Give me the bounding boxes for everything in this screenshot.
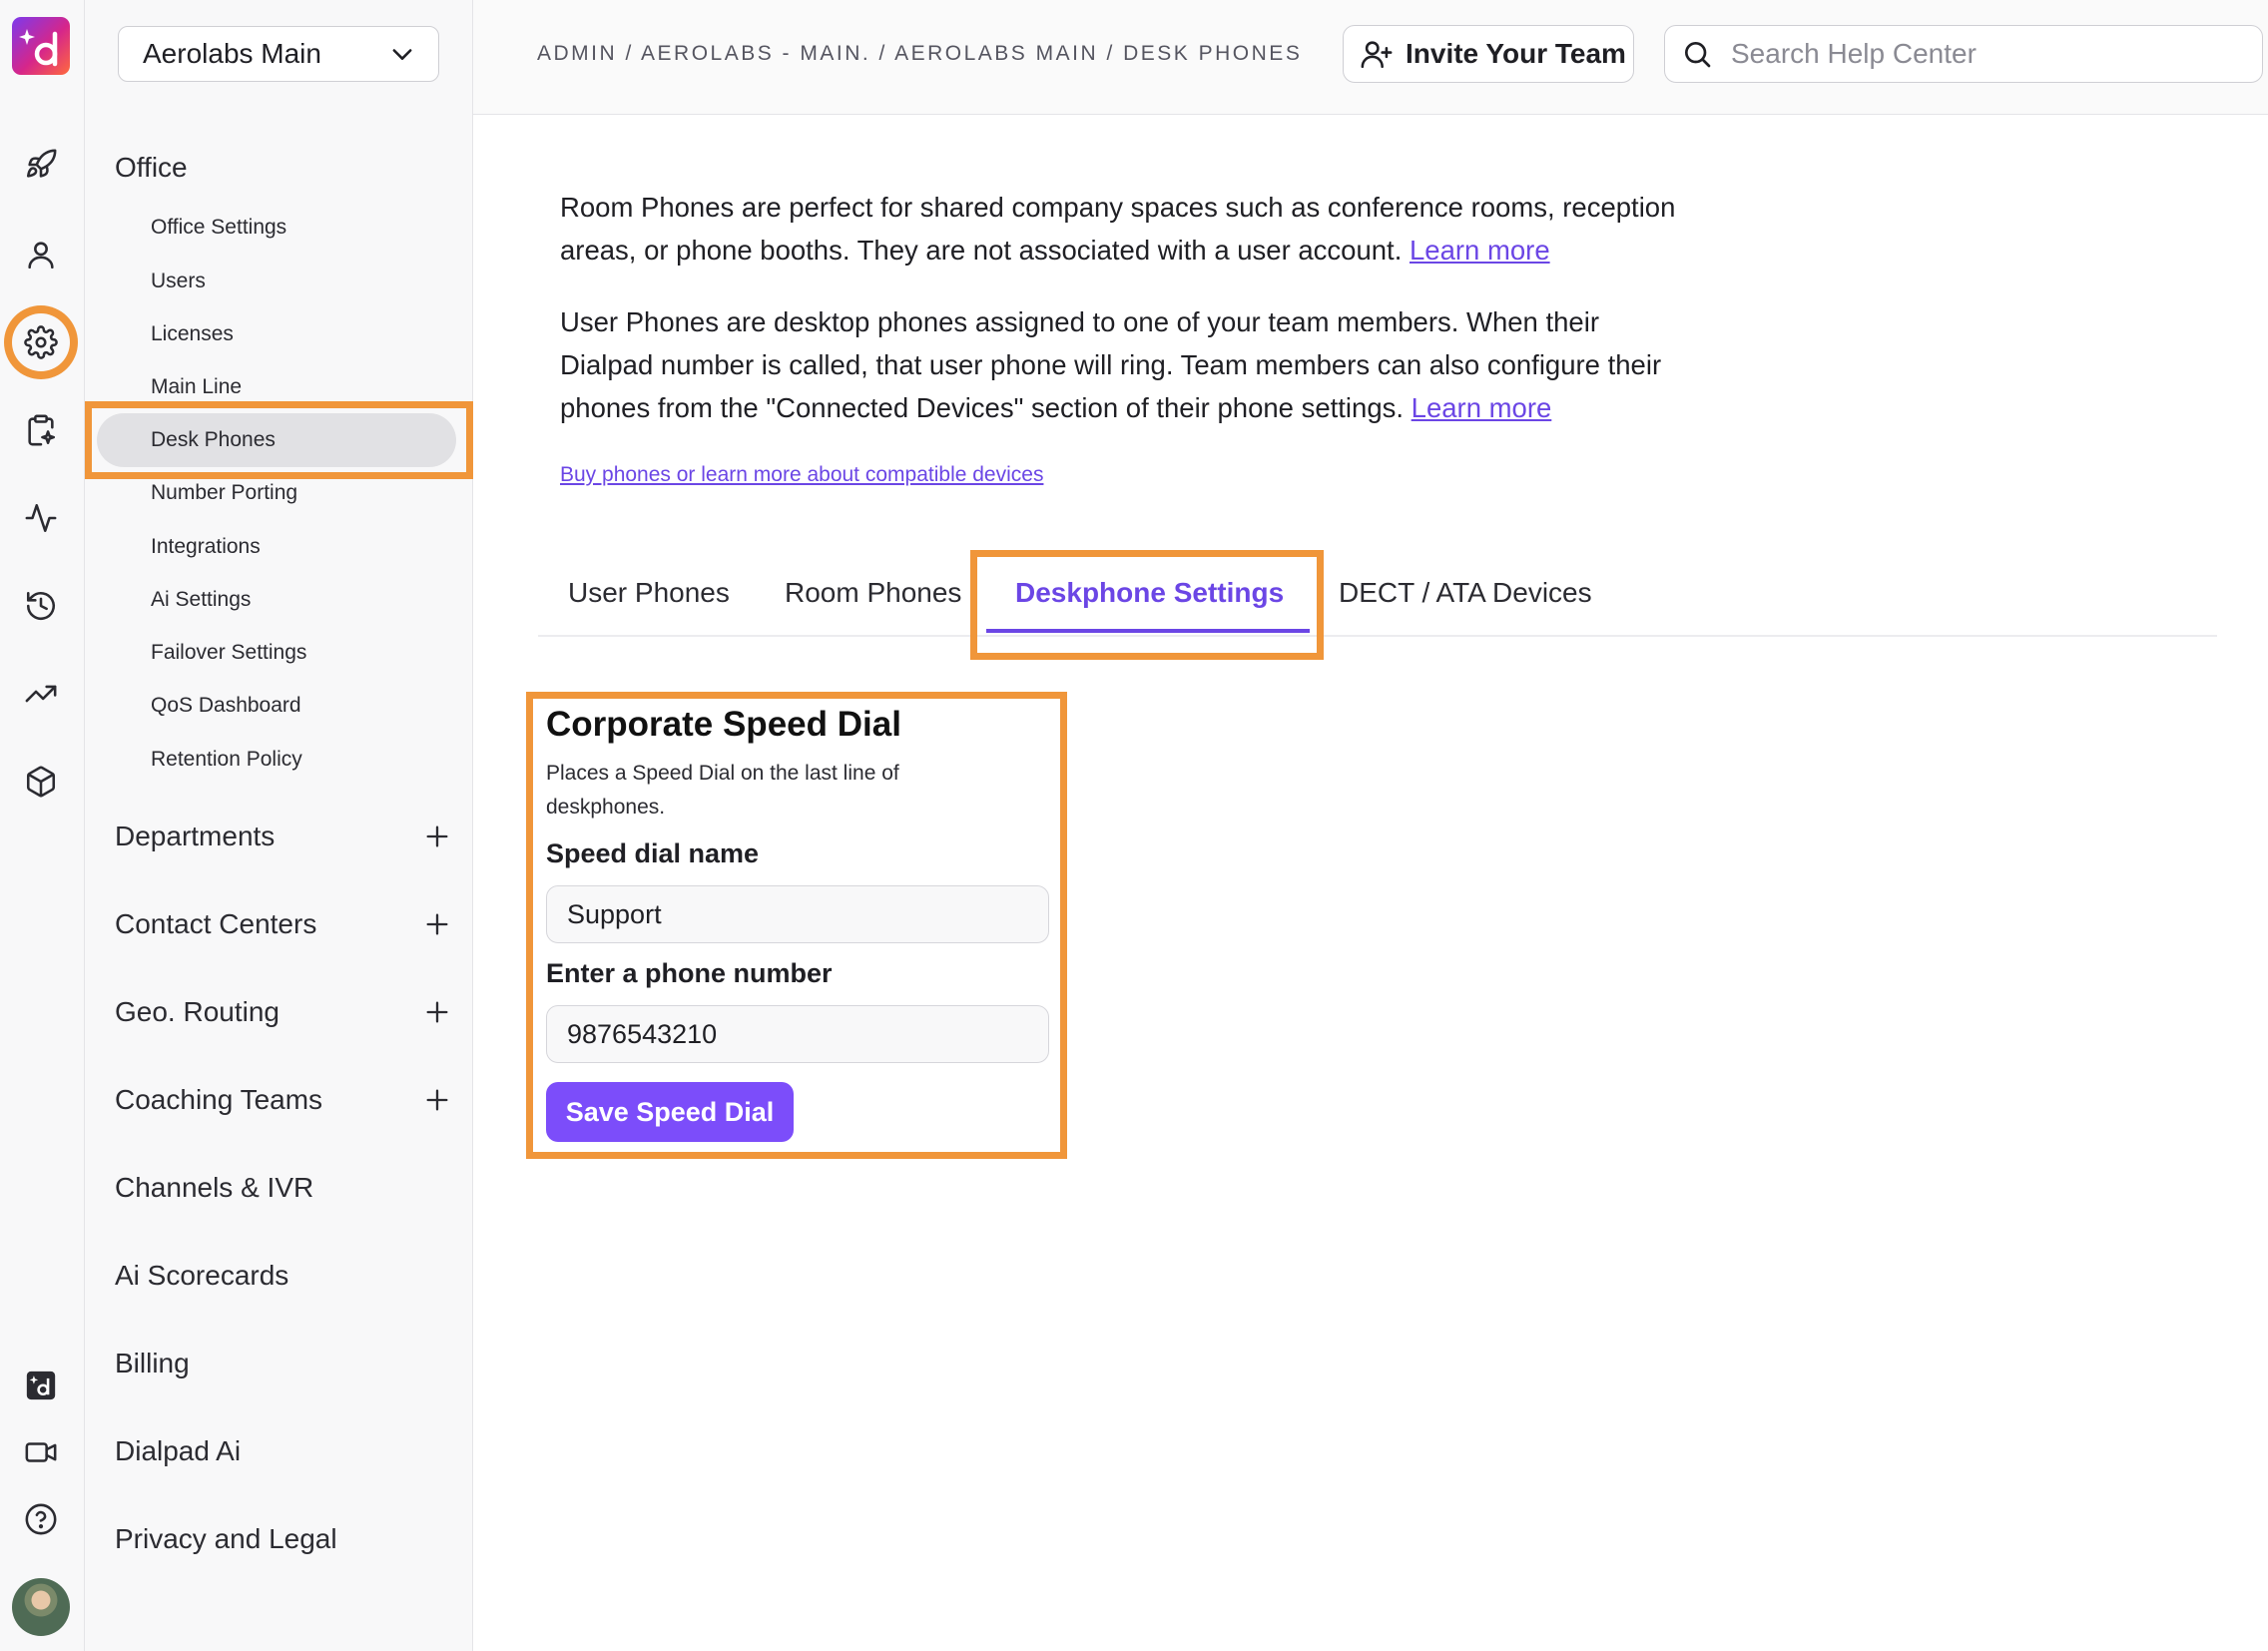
- rocket-icon[interactable]: [12, 136, 70, 194]
- icon-rail: [0, 0, 85, 1651]
- user-icon[interactable]: [12, 226, 70, 283]
- activity-icon[interactable]: [12, 489, 70, 547]
- sidebar-section-departments[interactable]: Departments: [115, 821, 276, 851]
- history-icon[interactable]: [12, 577, 70, 635]
- tab-user-phones[interactable]: User Phones: [568, 577, 730, 608]
- search-icon: [1681, 38, 1713, 70]
- org-selector-label: Aerolabs Main: [143, 38, 321, 69]
- sidebar-section-privacy-legal[interactable]: Privacy and Legal: [115, 1523, 337, 1554]
- phone-tabs: [538, 561, 2217, 637]
- sidebar-section-channels-ivr[interactable]: Channels & IVR: [115, 1172, 314, 1203]
- plus-icon[interactable]: [423, 823, 451, 850]
- trending-icon[interactable]: [12, 665, 70, 723]
- dialpad-logo-icon[interactable]: [12, 17, 70, 75]
- user-plus-icon: [1360, 37, 1394, 71]
- sidebar-section-ai-scorecards[interactable]: Ai Scorecards: [115, 1260, 289, 1291]
- search-box[interactable]: [1664, 25, 2263, 83]
- phone-number-label: Enter a phone number: [546, 958, 833, 988]
- tab-dect-ata-devices[interactable]: DECT / ATA Devices: [1339, 577, 1592, 608]
- gear-icon[interactable]: [12, 313, 70, 371]
- plus-icon[interactable]: [423, 910, 451, 938]
- top-header: [473, 0, 2268, 115]
- video-icon[interactable]: [12, 1423, 70, 1481]
- sidebar-item-integrations[interactable]: Integrations: [151, 535, 261, 558]
- learn-more-link[interactable]: Learn more: [1409, 235, 1550, 266]
- sidebar-item-ai-settings[interactable]: Ai Settings: [151, 588, 252, 611]
- learn-more-link[interactable]: Learn more: [1411, 392, 1552, 423]
- save-speed-dial-button[interactable]: Save Speed Dial: [546, 1082, 794, 1142]
- clipboard-sparkle-icon[interactable]: [12, 401, 70, 459]
- phone-number-input[interactable]: [546, 1005, 1049, 1063]
- plus-icon[interactable]: [423, 998, 451, 1026]
- chevron-down-icon: [388, 40, 416, 68]
- buy-phones-link[interactable]: Buy phones or learn more about compatible devices: [560, 463, 1044, 486]
- speed-dial-description: Places a Speed Dial on the last line of deskphones.: [546, 762, 899, 819]
- speed-dial-title: Corporate Speed Dial: [546, 705, 901, 744]
- sidebar-item-users[interactable]: Users: [151, 270, 206, 292]
- breadcrumb[interactable]: ADMIN / AEROLABS - MAIN. / AEROLABS MAIN / DESK PHONES: [537, 42, 1303, 65]
- sidebar-item-qos-dashboard[interactable]: QoS Dashboard: [151, 694, 301, 717]
- tab-room-phones[interactable]: Room Phones: [785, 577, 962, 608]
- sidebar-section-office[interactable]: Office: [115, 152, 188, 183]
- sidebar-section-billing[interactable]: Billing: [115, 1348, 190, 1378]
- org-selector[interactable]: [118, 26, 439, 82]
- room-phones-description: [560, 186, 1698, 272]
- sidebar-item-number-porting[interactable]: Number Porting: [151, 481, 298, 504]
- sidebar-section-geo-routing[interactable]: Geo. Routing: [115, 996, 280, 1027]
- sidebar-item-licenses[interactable]: Licenses: [151, 322, 234, 345]
- sidebar-item-office-settings[interactable]: Office Settings: [151, 216, 287, 239]
- user-phones-description: [560, 300, 1698, 429]
- search-input[interactable]: [1729, 37, 2252, 71]
- sidebar-section-coaching-teams[interactable]: Coaching Teams: [115, 1084, 323, 1115]
- speed-dial-name-input[interactable]: [546, 885, 1049, 943]
- help-icon[interactable]: [12, 1490, 70, 1548]
- invite-team-label: Invite Your Team: [1406, 38, 1626, 69]
- sidebar-section-contact-centers[interactable]: Contact Centers: [115, 908, 317, 939]
- dialpad-ai-icon[interactable]: [12, 1357, 70, 1414]
- box-icon[interactable]: [12, 753, 70, 811]
- sidebar-item-retention-policy[interactable]: Retention Policy: [151, 748, 302, 771]
- settings-sidebar: [85, 0, 473, 1651]
- plus-icon[interactable]: [423, 1086, 451, 1114]
- sidebar-item-main-line[interactable]: Main Line: [151, 375, 243, 398]
- sidebar-section-dialpad-ai[interactable]: Dialpad Ai: [115, 1435, 242, 1466]
- speed-dial-name-label: Speed dial name: [546, 838, 760, 868]
- tab-deskphone-settings[interactable]: Deskphone Settings: [1015, 577, 1285, 608]
- user-phones-text: User Phones are desktop phones assigned to one of your team members. When their Dialpad number is called, that user phone will ring. Team members can also configure their phones from the "Connected Devices" section of their phone settings.: [560, 306, 1662, 423]
- sidebar-item-desk-phones[interactable]: Desk Phones: [151, 428, 276, 451]
- active-tab-indicator: [986, 629, 1310, 633]
- invite-team-button[interactable]: [1343, 25, 1634, 83]
- sidebar-item-failover-settings[interactable]: Failover Settings: [151, 641, 307, 664]
- room-phones-text: Room Phones are perfect for shared company spaces such as conference rooms, reception areas, or phone booths. They are not associated with a user account.: [560, 192, 1676, 266]
- avatar[interactable]: [12, 1578, 70, 1636]
